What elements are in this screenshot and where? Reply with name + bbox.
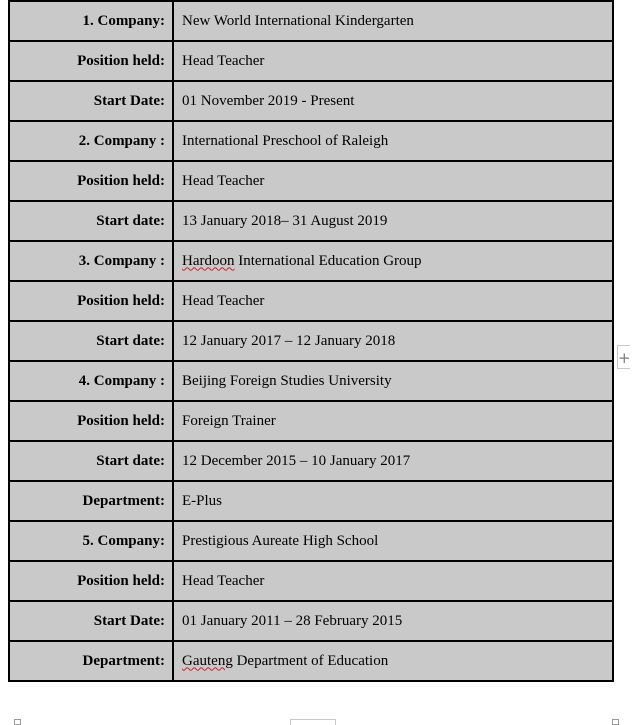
table-row (9, 641, 613, 681)
start-date-label[interactable]: Start date: (9, 441, 173, 481)
position-label[interactable]: Position held: (9, 41, 173, 81)
start-date-label[interactable]: Start date: (9, 201, 173, 241)
table-row (9, 241, 613, 281)
department-label[interactable]: Department: (9, 481, 173, 521)
company-value[interactable]: New World International Kindergarten (173, 1, 613, 41)
department-label[interactable]: Department: (9, 641, 173, 681)
company-value[interactable]: Prestigious Aureate High School (173, 521, 613, 561)
table-row (9, 441, 613, 481)
company-value[interactable]: International Preschool of Raleigh (173, 121, 613, 161)
position-value[interactable]: Head Teacher (173, 161, 613, 201)
start-date-value[interactable]: 01 November 2019 - Present (173, 81, 613, 121)
position-label[interactable]: Position held: (9, 561, 173, 601)
start-date-label[interactable]: Start date: (9, 321, 173, 361)
department-value-rest: Department of Education (232, 652, 389, 669)
table-row (9, 401, 613, 441)
start-date-label[interactable]: Start Date: (9, 601, 173, 641)
table-row (9, 481, 613, 521)
company-value-rest: International Education Group (234, 252, 422, 269)
company-value[interactable] (173, 241, 613, 281)
start-date-label[interactable]: Start Date: (9, 81, 173, 121)
spelling-flagged-word[interactable]: Hardoon (182, 252, 235, 269)
position-value[interactable]: Head Teacher (173, 281, 613, 321)
table-row (9, 361, 613, 401)
table-row (9, 201, 613, 241)
table-row (9, 81, 613, 121)
table-row (9, 1, 613, 41)
table-row (9, 121, 613, 161)
table-row (9, 561, 613, 601)
table-row (9, 321, 613, 361)
table-bottom-tab[interactable] (290, 719, 336, 725)
start-date-value[interactable]: 13 January 2018– 31 August 2019 (173, 201, 613, 241)
position-label[interactable]: Position held: (9, 281, 173, 321)
position-value[interactable]: Head Teacher (173, 41, 613, 81)
table-row (9, 281, 613, 321)
company-label[interactable]: 4. Company : (9, 361, 173, 401)
start-date-value[interactable]: 12 January 2017 – 12 January 2018 (173, 321, 613, 361)
position-label[interactable]: Position held: (9, 161, 173, 201)
position-value[interactable]: Foreign Trainer (173, 401, 613, 441)
start-date-value[interactable]: 12 December 2015 – 10 January 2017 (173, 441, 613, 481)
table-resize-handle-left[interactable] (14, 719, 21, 725)
table-row (9, 601, 613, 641)
position-label[interactable]: Position held: (9, 401, 173, 441)
company-label[interactable]: 3. Company : (9, 241, 173, 281)
department-value[interactable] (173, 641, 613, 681)
spelling-flagged-word[interactable]: Gauteng (182, 652, 233, 669)
position-value[interactable]: Head Teacher (173, 561, 613, 601)
company-label[interactable]: 5. Company: (9, 521, 173, 561)
department-value[interactable]: E-Plus (173, 481, 613, 521)
company-label[interactable]: 2. Company : (9, 121, 173, 161)
add-row-plus-icon[interactable]: + (617, 345, 630, 369)
work-experience-table (8, 0, 614, 682)
table-row (9, 521, 613, 561)
company-value[interactable]: Beijing Foreign Studies University (173, 361, 613, 401)
start-date-value[interactable]: 01 January 2011 – 28 February 2015 (173, 601, 613, 641)
table-row (9, 41, 613, 81)
table-row (9, 161, 613, 201)
table-resize-handle-right[interactable] (612, 719, 619, 725)
company-label[interactable]: 1. Company: (9, 1, 173, 41)
